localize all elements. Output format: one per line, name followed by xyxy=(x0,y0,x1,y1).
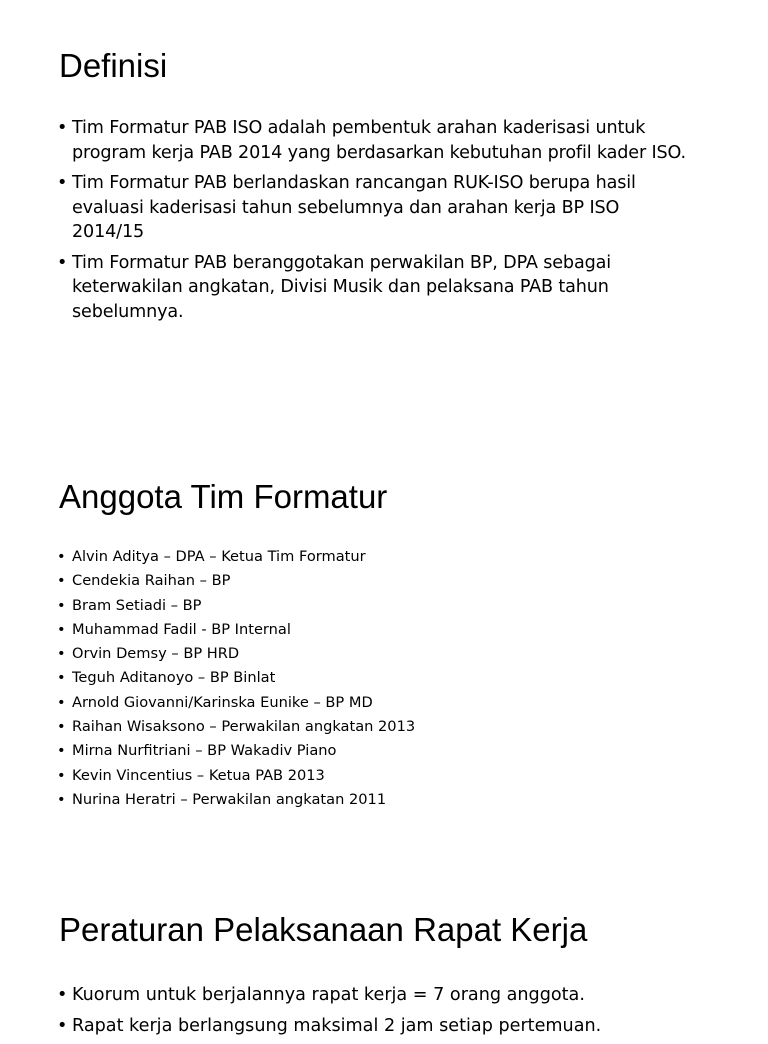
peraturan-item: • Kuorum untuk berjalannya rapat kerja = 7 orang anggota. xyxy=(57,983,737,1008)
anggota-item: • Alvin Aditya – DPA – Ketua Tim Formatur xyxy=(57,545,657,569)
definisi-list xyxy=(57,116,687,330)
anggota-item: • Kevin Vincentius – Ketua PAB 2013 xyxy=(57,764,657,788)
peraturan-list xyxy=(57,983,737,1044)
anggota-item: • Orvin Demsy – BP HRD xyxy=(57,642,657,666)
anggota-item: • Raihan Wisaksono – Perwakilan angkatan 2013 xyxy=(57,715,657,739)
anggota-item: • Nurina Heratri – Perwakilan angkatan 2011 xyxy=(57,788,657,812)
anggota-heading: Anggota Tim Formatur xyxy=(59,478,388,515)
peraturan-item: • Rapat kerja berlangsung maksimal 2 jam setiap pertemuan. xyxy=(57,1014,737,1039)
anggota-item: • Bram Setiadi – BP xyxy=(57,594,657,618)
anggota-item: • Cendekia Raihan – BP xyxy=(57,569,657,593)
definisi-heading: Definisi xyxy=(59,47,168,84)
definisi-item: • Tim Formatur PAB berlandaskan rancangan RUK-ISO berupa hasil evaluasi kaderisasi tahun sebelumnya dan arahan kerja BP ISO 2014/15 xyxy=(57,171,687,245)
peraturan-heading: Peraturan Pelaksanaan Rapat Kerja xyxy=(59,911,588,948)
definisi-item: • Tim Formatur PAB ISO adalah pembentuk arahan kaderisasi untuk program kerja PAB 2014 yang berdasarkan kebutuhan profil kader ISO. xyxy=(57,116,687,165)
anggota-item: • Mirna Nurfitriani – BP Wakadiv Piano xyxy=(57,739,657,763)
anggota-item: • Muhammad Fadil - BP Internal xyxy=(57,618,657,642)
anggota-item: • Teguh Aditanoyo – BP Binlat xyxy=(57,666,657,690)
anggota-list xyxy=(57,545,657,812)
definisi-item: • Tim Formatur PAB beranggotakan perwakilan BP, DPA sebagai keterwakilan angkatan, Divisi Musik dan pelaksana PAB tahun sebelumnya. xyxy=(57,251,687,325)
anggota-item: • Arnold Giovanni/Karinska Eunike – BP MD xyxy=(57,691,657,715)
